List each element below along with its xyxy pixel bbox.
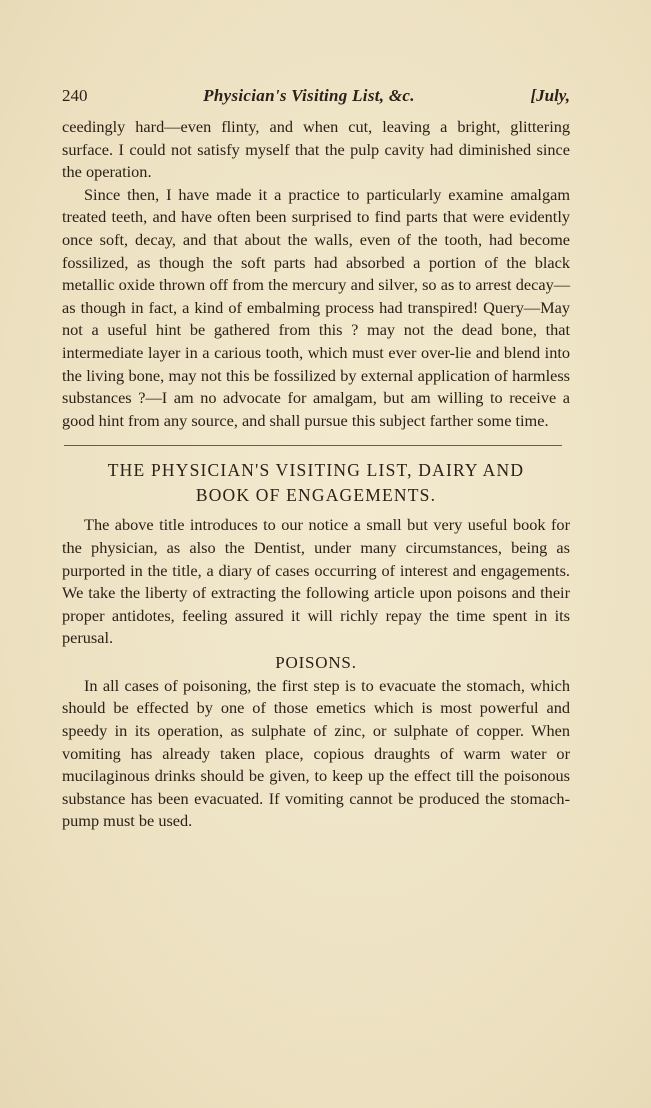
running-month: [July, — [530, 86, 570, 105]
section-title-line-1: THE PHYSICIAN'S VISITING LIST, DAIRY AND — [107, 460, 525, 481]
section-divider — [64, 445, 562, 446]
running-title: Physician's Visiting List, &c. — [203, 86, 415, 105]
book-page — [62, 86, 570, 833]
paragraph-amalgam: Since then, I have made it a practice to particularly examine amalgam treated teeth, and have often been surprised to find parts that were evidently once soft, decay, and that about the walls, even of the tooth, had become fossilized, as though the soft parts had absorbed a portion of the black metallic oxide thrown off from the mercury and silver, so as to arrest decay—as though in fact, a kind of embalming process had transpired! Query—May not a useful hint be gathered from this ? may not the dead bone, that intermediate layer in a carious tooth, which must ever over-lie and blend into the living bone, may not this be fossilized by external application of harmless substances ?—I am no advocate for amalgam, but am willing to receive a good hint from any source, and shall pursue this subject farther some time. — [62, 184, 570, 430]
section-title-line-2: BOOK OF ENGAGEMENTS. — [195, 485, 437, 506]
paragraph-continued: ceedingly hard—even flinty, and when cut, leaving a bright, glittering surface. I could not satisfy myself that the pulp cavity had diminished since the operation. — [62, 117, 570, 182]
section-title — [62, 458, 570, 508]
page-number: 240 — [62, 86, 88, 105]
paragraph-poisons: In all cases of poisoning, the first step is to evacuate the stomach, which should be effected by one of those emetics which is most powerful and speedy in its operation, as sulphate of zinc, or sulphate of copper. When vomiting has already taken place, copious draughts of warm water or mucilaginous drinks should be given, to keep up the effect till the poisonous substance has been evacuated. If vomiting cannot be produced the stomach-pump must be used. — [62, 675, 570, 831]
running-head — [62, 86, 570, 116]
poisons-heading: POISONS. — [275, 652, 357, 672]
paragraph-intro: The above title introduces to our notice a small but very useful book for the physician, as also the Dentist, under many circumstances, being as purported in the title, a diary of cases occurring of interest and engagements. We take the liberty of extracting the following article upon poisons and their proper antidotes, feeling assured it will richly repay the time spent in its perusal. — [62, 515, 570, 648]
